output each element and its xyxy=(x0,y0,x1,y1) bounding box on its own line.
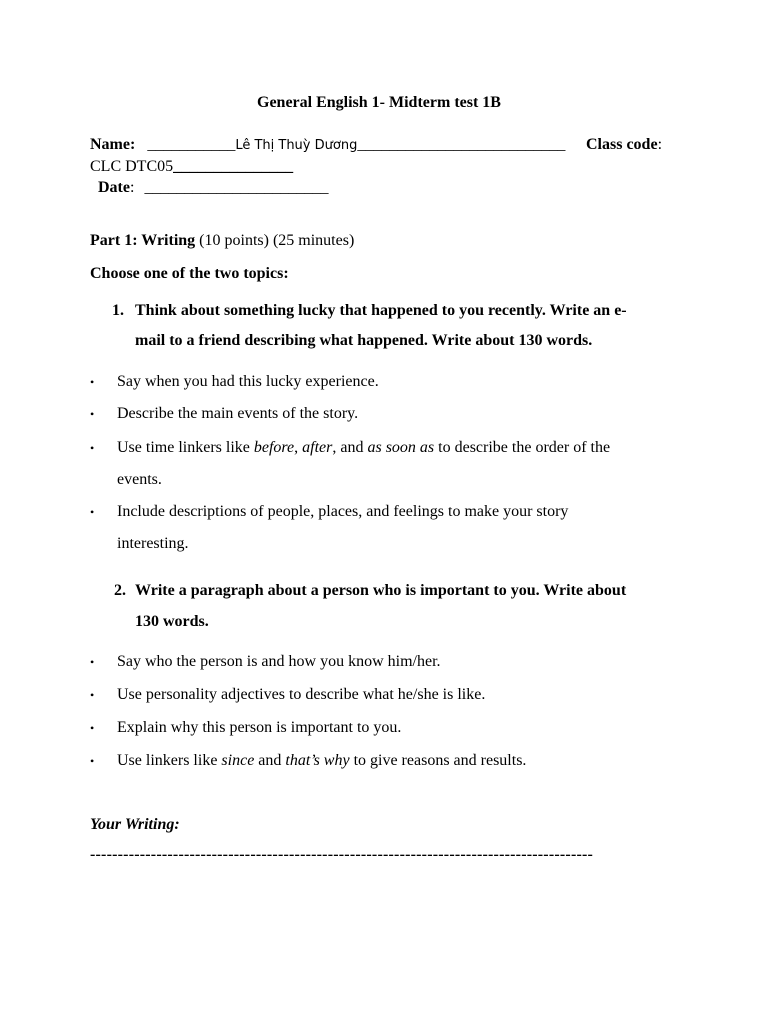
topic2-bullet-2: Use personality adjectives to describe what he/she is like. xyxy=(117,686,486,703)
topic1-line2: mail to a friend describing what happened. Write about 130 words. xyxy=(135,332,593,349)
class-code-row xyxy=(90,158,293,176)
name-lead-blank: ___________ xyxy=(147,136,236,153)
topic2-bullet-4 xyxy=(117,752,526,770)
date-row xyxy=(98,179,328,197)
topic1-number: 1. xyxy=(112,302,124,319)
topic1-line1: Think about something lucky that happened to you recently. Write an e- xyxy=(135,302,627,319)
part1-heading xyxy=(90,232,354,250)
bullet-icon: • xyxy=(90,505,95,519)
bullet-text: Use linkers like xyxy=(117,752,222,769)
part1-details: (10 points) (25 minutes) xyxy=(195,232,355,249)
topic1-bullet-3-cont: events. xyxy=(117,471,162,488)
class-code-label-row xyxy=(586,136,662,154)
topic1-bullet-1: Say when you had this lucky experience. xyxy=(117,373,379,390)
name-row xyxy=(90,136,565,154)
date-colon: : xyxy=(129,179,135,196)
topic2-number: 2. xyxy=(114,582,126,599)
bullet-icon: • xyxy=(90,754,95,768)
keyword-after: after xyxy=(302,439,333,456)
bullet-text: , xyxy=(294,439,303,456)
topic1-bullet-2: Describe the main events of the story. xyxy=(117,405,359,422)
name-label: Name: xyxy=(90,136,136,153)
keyword-as-soon-as: as soon as xyxy=(367,439,435,456)
class-code-blank: _______________ xyxy=(173,158,294,175)
bullet-icon: • xyxy=(90,407,95,421)
part1-instruction: Choose one of the two topics: xyxy=(90,265,289,282)
bullet-icon: • xyxy=(90,688,95,702)
topic1-bullet-3 xyxy=(117,439,610,457)
bullet-text: Use time linkers like xyxy=(117,439,254,456)
bullet-icon: • xyxy=(90,375,95,389)
bullet-icon: • xyxy=(90,441,95,455)
name-value: Lê Thị Thuỳ Dương xyxy=(235,138,358,153)
bullet-icon: • xyxy=(90,655,95,669)
bullet-text: and xyxy=(254,752,286,769)
bullet-text: to describe the order of the xyxy=(434,439,611,456)
name-trail-blank: __________________________ xyxy=(357,136,566,153)
class-code-colon: : xyxy=(657,136,663,153)
topic1-bullet-4: Include descriptions of people, places, and feelings to make your story xyxy=(117,503,569,520)
keyword-thats-why: that’s why xyxy=(285,752,350,769)
page-title: General English 1- Midterm test 1B xyxy=(257,94,501,111)
date-blank: _______________________ xyxy=(144,179,329,196)
topic1-bullet-4-cont: interesting. xyxy=(117,535,189,552)
topic2-bullet-1: Say who the person is and how you know him/her. xyxy=(117,653,441,670)
topic2-bullet-3: Explain why this person is important to you. xyxy=(117,719,402,736)
topic2-line2: 130 words. xyxy=(135,613,209,630)
bullet-icon: • xyxy=(90,721,95,735)
topic2-line1: Write a paragraph about a person who is important to you. Write about xyxy=(135,582,627,599)
bullet-text: , and xyxy=(332,439,368,456)
your-writing-label: Your Writing: xyxy=(90,816,180,833)
date-label: Date xyxy=(98,179,130,196)
writing-dash-line: ------------------------------------------------------------------------------------------- xyxy=(90,846,594,863)
keyword-before: before xyxy=(253,439,295,456)
class-code-label: Class code xyxy=(586,136,658,153)
bullet-text: to give reasons and results. xyxy=(349,752,527,769)
keyword-since: since xyxy=(221,752,255,769)
class-code-value: CLC DTC05 xyxy=(90,158,174,175)
part1-label: Part 1: Writing xyxy=(90,232,196,249)
